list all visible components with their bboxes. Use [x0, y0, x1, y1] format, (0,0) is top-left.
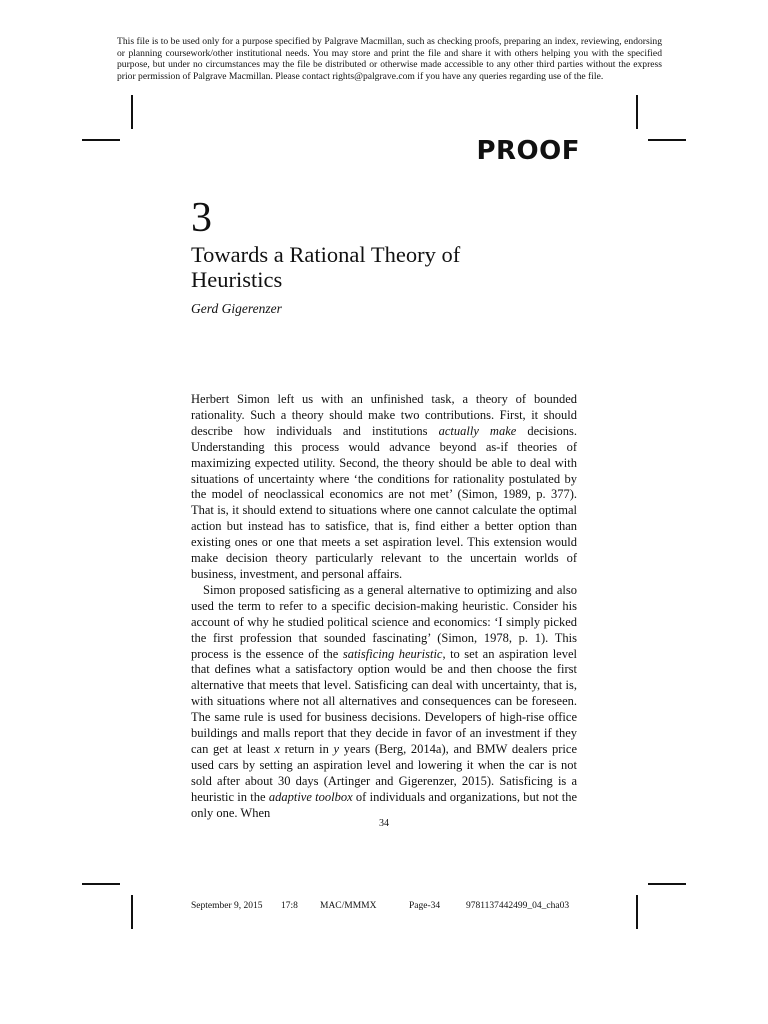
footer-code: MAC/MMMX [320, 901, 377, 911]
crop-mark-bottom-left-horizontal [82, 883, 120, 885]
text-run: of individuals and organizations, but not the only one. When [191, 789, 577, 820]
crop-mark-top-left-vertical [131, 95, 133, 129]
crop-mark-top-left-horizontal [82, 139, 120, 141]
crop-mark-top-right-horizontal [648, 139, 686, 141]
paragraph-1 [191, 392, 577, 583]
italic-run: adaptive toolbox [268, 789, 353, 804]
italic-run: satisficing heuristic [342, 646, 443, 661]
italic-run: x [274, 741, 280, 756]
copyright-notice: This file is to be used only for a purpose specified by Palgrave Macmillan, such as checking proofs, preparing an index, reviewing, endorsing or planning coursework/other institutional needs. You may store and print the file and share it with others helping you with the specified purpose, but under no circumstances may the file be distributed or otherwise made accessible to any other third parties without the express prior permission of Palgrave Macmillan. Please contact rights@palgrave.com if you have any queries regarding use of the file. [117, 36, 662, 82]
italic-run: y [333, 741, 340, 756]
footer-time: 17:8 [281, 901, 298, 911]
crop-mark-bottom-right-vertical [636, 895, 638, 929]
paragraph-2 [191, 583, 577, 822]
footer-page: Page-34 [409, 901, 441, 911]
chapter-title: Towards a Rational Theory of Heuristics [191, 242, 461, 292]
crop-mark-bottom-right-horizontal [648, 883, 686, 885]
crop-mark-bottom-left-vertical [131, 895, 133, 929]
page-number: 34 [379, 818, 389, 829]
text-run: decisions. Understanding this process would advance beyond as-if theories of maximizing expected utility. Second, the theory should be able to deal with situations of uncertainty where ‘the conditions for rationality postulated by the model of neoclassical economics are not met’ (Simon, 1989, p. 377). That is, it should extend to situations where one cannot calculate the optimal action but instead has to satisfice, that is, find either a better option than existing ones or one that meets a set aspiration level. This extension would make decision theory particularly relevant to the uncertain worlds of business, investment, and personal affairs. [191, 423, 578, 581]
text-run: return in [279, 741, 334, 756]
text-run: Simon proposed satisficing as a general alternative to optimizing and also used the term to refer to a specific decision-making heuristic. Consider his account of why he studied political science and economics: ‘I simply picked the first profession that sounded fascinating’ (Simon, 1978, p. 1). This process is the essence of the [191, 582, 577, 661]
text-run: Herbert Simon left us with an unfinished task, a theory of bounded rationality. Such a theory should make two contributions. First, it should describe how individuals and institutions [191, 392, 577, 438]
body-text [191, 392, 577, 821]
text-run: years (Berg, 2014a), and BMW dealers price used cars by setting an aspiration level and lowering it when the car is not sold after about 30 days (Artinger and Gigerenzer, 2015). Satisficing is a heuristic in the [191, 741, 577, 804]
italic-run: actually make [438, 423, 517, 438]
footer-file: 9781137442499_04_cha03 [466, 901, 570, 911]
proof-stamp: PROOF [476, 136, 580, 166]
footer-date: September 9, 2015 [191, 901, 263, 911]
chapter-author: Gerd Gigerenzer [191, 301, 282, 316]
chapter-number: 3 [191, 195, 212, 241]
crop-mark-top-right-vertical [636, 95, 638, 129]
text-run: , to set an aspiration level that defines what a satisfactory option would be and then choose the first alternative that meets that level. Satisficing can deal with uncertainty, that is, with situations where not all alternatives and consequences can be foreseen. The same rule is used for business decisions. Developers of high-rise office buildings and malls report that they decide in favor of an investment if they can get at least [191, 646, 577, 756]
